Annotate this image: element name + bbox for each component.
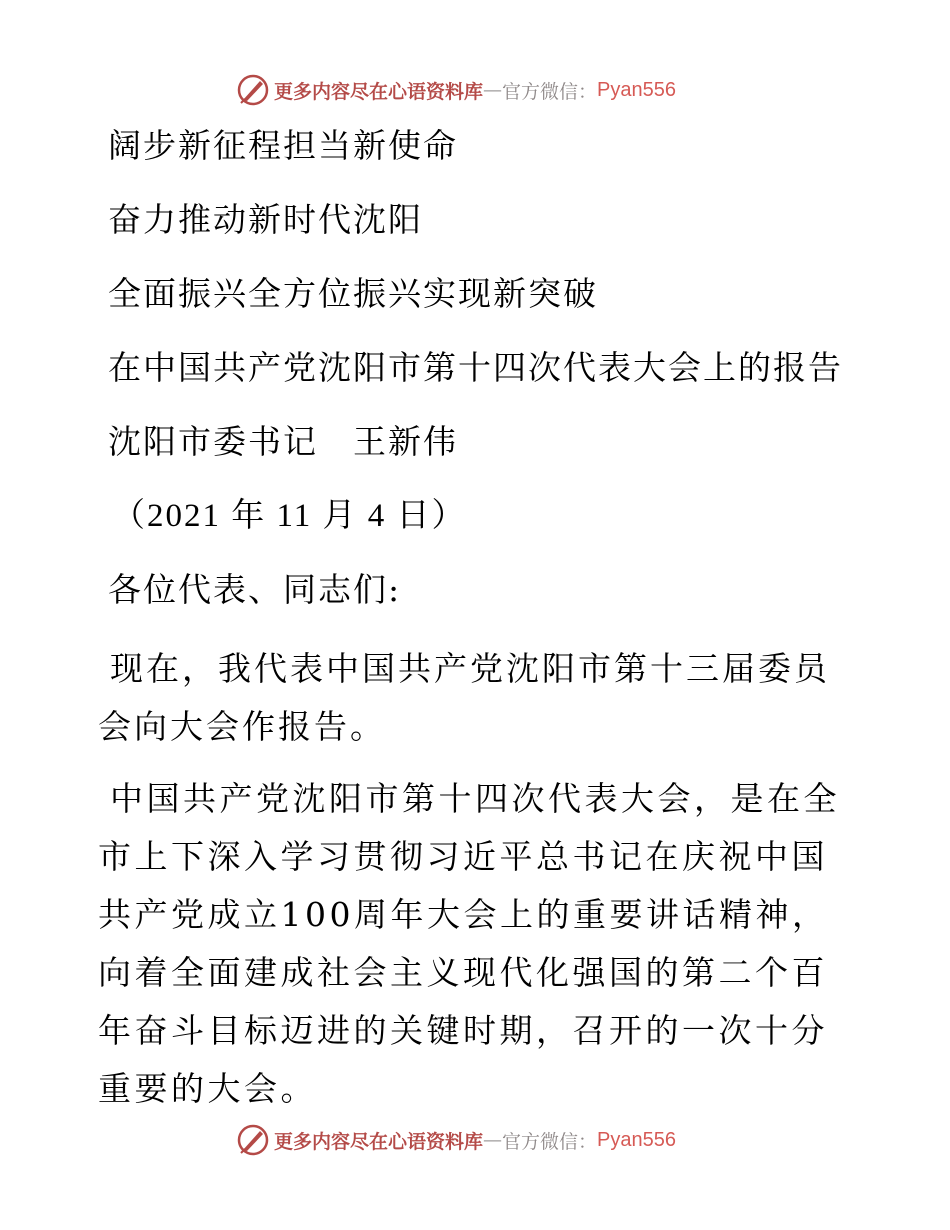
report-subtitle: 在中国共产党沈阳市第十四次代表大会上的报告 [108, 348, 843, 387]
header-watermark [236, 72, 716, 108]
title-line-2: 奋力推动新时代沈阳 [108, 200, 423, 239]
watermark-separator: — [483, 79, 503, 101]
watermark-label: 官方微信： [502, 1130, 598, 1153]
author-line: 沈阳市委书记 王新伟 [108, 422, 458, 461]
watermark-site-text: 更多内容尽在心语资料库 [274, 80, 484, 103]
salutation: 各位代表、同志们: [108, 570, 402, 609]
body-paragraph-1: 现在，我代表中国共产党沈阳市第十三届委员会向大会作报告。 [98, 649, 830, 746]
watermark-wechat-id: Pyan556 [597, 1128, 676, 1151]
body-paragraph-2: 中国共产党沈阳市第十四次代表大会，是在全市上下深入学习贯彻习近平总书记在庆祝中国共产党成立100周年大会上的重要讲话精神，向着全面建成社会主义现代化强国的第二个百年奋斗目标迈进的关键时期，召开的一次十分重要的大会。 [98, 779, 840, 1108]
footer-watermark [236, 1122, 716, 1158]
title-line-3: 全面振兴全方位振兴实现新突破 [108, 274, 598, 313]
watermark-site-text: 更多内容尽在心语资料库 [274, 1130, 484, 1153]
watermark-separator: — [483, 1129, 503, 1151]
report-date: （2021 年 11 月 4 日） [112, 498, 467, 534]
watermark-label: 官方微信： [502, 80, 598, 103]
feather-pen-logo-icon [236, 73, 270, 107]
watermark-wechat-id: Pyan556 [597, 78, 676, 101]
feather-pen-logo-icon [236, 1123, 270, 1157]
title-line-1: 阔步新征程担当新使命 [108, 126, 458, 165]
